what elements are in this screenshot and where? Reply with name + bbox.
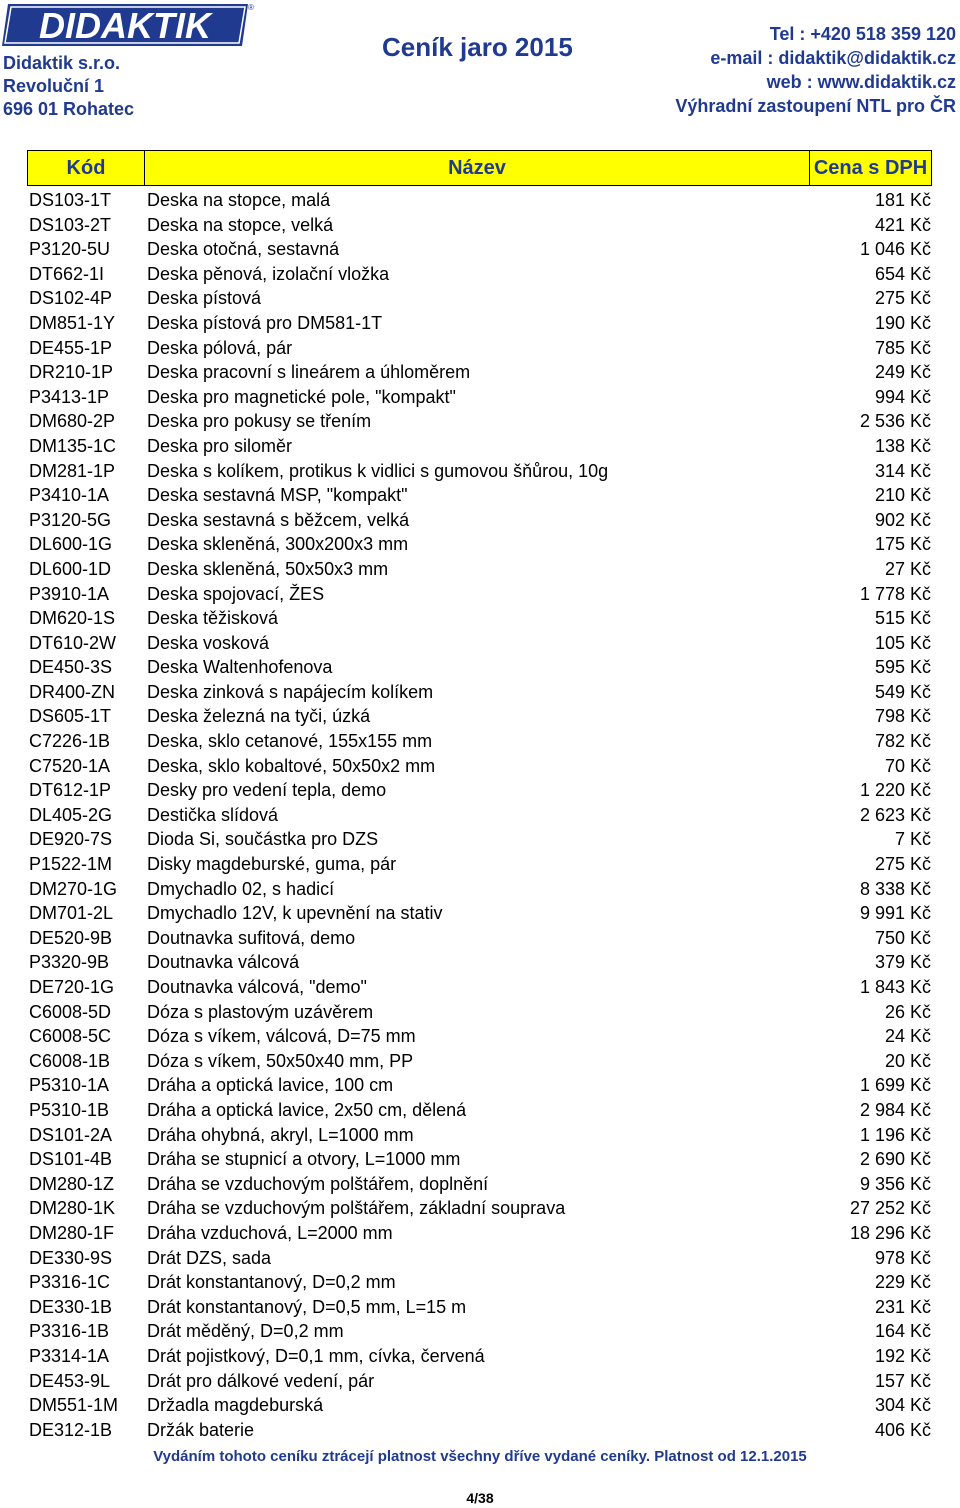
cell-code: DS101-4B [29,1149,113,1170]
cell-name: Deska Waltenhofenova [147,657,333,678]
table-row [0,1246,960,1271]
cell-code: P3314-1A [29,1345,110,1366]
table-row [0,188,960,213]
column-header-code: Kód [28,151,145,185]
cell-name: Deska těžisková [147,608,279,629]
cell-code: P3910-1A [29,583,110,604]
cell-code: DR400-ZN [29,681,116,702]
contact-email: e-mail : didaktik@didaktik.cz [710,48,956,68]
cell-code: DM280-1F [29,1222,115,1243]
table-row [0,237,960,262]
cell-name: Deska vosková [147,632,270,653]
cell-code: DT662-1I [29,263,105,284]
cell-code: DE312-1B [29,1419,113,1440]
cell-price: 70 Kč [884,755,931,776]
cell-price: 175 Kč [874,534,931,555]
cell-name: Deska pracovní s lineárem a úhloměrem [147,362,471,383]
company-street: Revoluční 1 [3,76,105,96]
cell-code: DS101-2A [29,1124,113,1145]
cell-name: Doutnavka válcová, "demo" [147,977,367,997]
cell-price: 9 991 Kč [859,903,931,924]
cell-price: 406 Kč [874,1419,931,1440]
table-row [0,311,960,336]
table-row [0,852,960,877]
cell-code: DE330-1B [29,1296,113,1317]
table-row [0,778,960,803]
cell-price: 26 Kč [884,1001,931,1022]
cell-name: Drát konstantanový, D=0,5 mm, L=15 m [147,1296,467,1317]
table-row [0,926,960,951]
table-row [0,631,960,656]
cell-name: Dráha se stupnicí a otvory, L=1000 mm [147,1149,461,1170]
cell-name: Destička slídová [147,804,279,825]
table-row [0,1024,960,1049]
table-row [0,704,960,729]
cell-price: 210 Kč [874,485,931,506]
cell-code: DM620-1S [29,608,116,629]
cell-price: 782 Kč [874,731,931,752]
table-row [0,385,960,410]
cell-code: P5310-1A [29,1075,110,1096]
cell-name: Držadla magdeburská [147,1395,324,1416]
cell-code: DS103-1T [29,190,112,210]
cell-code: DM551-1M [29,1395,119,1416]
cell-code: DR210-1P [29,362,114,383]
cell-name: Držák baterie [147,1419,255,1440]
company-address [3,52,134,121]
table-header [27,150,932,186]
cell-name: Dóza s víkem, válcová, D=75 mm [147,1026,416,1047]
cell-code: DM280-1K [29,1198,116,1219]
table-row [0,901,960,926]
table-row [0,1344,960,1369]
cell-name: Dmychadlo 02, s hadicí [147,878,335,899]
cell-name: Deska sestavná MSP, "kompakt" [147,485,408,506]
table-row [0,336,960,361]
cell-price: 138 Kč [874,435,931,456]
cell-name: Deska pístová pro DM581-1T [147,312,383,333]
cell-name: Deska sestavná s běžcem, velká [147,509,410,530]
cell-name: Drát pojistkový, D=0,1 mm, cívka, červená [147,1345,485,1366]
cell-name: Dráha se vzduchovým polštářem, doplnění [147,1173,489,1194]
cell-code: P5310-1B [29,1099,110,1120]
table-row [0,1049,960,1074]
table-row [0,213,960,238]
cell-price: 798 Kč [874,706,931,727]
cell-price: 190 Kč [874,312,931,333]
table-row [0,975,960,1000]
table-row [0,1000,960,1025]
cell-name: Dóza s víkem, 50x50x40 mm, PP [147,1050,414,1071]
table-row [0,1393,960,1418]
cell-price: 9 356 Kč [859,1173,931,1194]
cell-code: DE520-9B [29,927,113,948]
cell-code: DS102-4P [29,288,113,309]
cell-price: 192 Kč [874,1345,931,1366]
cell-name: Drát měděný, D=0,2 mm [147,1321,344,1342]
cell-code: P3316-1C [29,1272,111,1293]
cell-price: 24 Kč [884,1026,931,1047]
cell-code: DT612-1P [29,780,112,801]
cell-price: 2 623 Kč [859,804,931,825]
table-row [0,1369,960,1394]
table-row [0,409,960,434]
cell-code: P1522-1M [29,854,113,875]
table-row [0,1319,960,1344]
cell-name: Deska, sklo kobaltové, 50x50x2 mm [147,755,436,776]
cell-price: 2 690 Kč [859,1149,931,1170]
cell-code: DM281-1P [29,460,116,481]
price-table-body [0,188,960,1442]
cell-price: 515 Kč [874,608,931,629]
cell-price: 304 Kč [874,1395,931,1416]
cell-name: Deska pro magnetické pole, "kompakt" [147,386,456,407]
cell-code: DL600-1D [29,558,112,579]
validity-notice: Vydáním tohoto ceníku ztrácejí platnost všechny dříve vydané ceníky. Platnost od 12.1.2015 [153,1448,807,1465]
cell-price: 379 Kč [874,952,931,973]
cell-name: Disky magdeburské, guma, pár [147,854,397,875]
column-header-name: Název [145,151,810,185]
cell-name: Dráha a optická lavice, 2x50 cm, dělená [147,1099,467,1120]
table-row [0,557,960,582]
table-row [0,950,960,975]
cell-price: 1 046 Kč [859,239,931,260]
company-city: 696 01 Rohatec [3,99,135,119]
cell-price: 157 Kč [874,1370,931,1391]
contact-web: web : www.didaktik.cz [766,72,956,92]
cell-name: Deska otočná, sestavná [147,239,340,260]
cell-price: 164 Kč [874,1321,931,1342]
table-row [0,1295,960,1320]
cell-price: 1 196 Kč [859,1124,931,1145]
cell-price: 231 Kč [874,1296,931,1317]
cell-code: DE453-9L [29,1370,111,1391]
cell-name: Doutnavka sufitová, demo [147,927,356,948]
cell-code: P3120-5G [29,509,112,530]
cell-name: Deska spojovací, ŽES [147,583,325,604]
cell-code: DT610-2W [29,632,117,653]
cell-name: Dmychadlo 12V, k upevnění na stativ [147,903,443,924]
cell-price: 1 220 Kč [859,780,931,801]
table-row [0,1418,960,1443]
cell-code: DM701-2L [29,903,114,924]
cell-price: 2 536 Kč [859,411,931,432]
cell-code: DE720-1G [29,977,115,997]
table-row [0,582,960,607]
cell-price: 750 Kč [874,927,931,948]
table-row [0,1123,960,1148]
cell-price: 1 699 Kč [859,1075,931,1096]
cell-code: DL405-2G [29,804,113,825]
cell-code: P3410-1A [29,485,110,506]
cell-name: Deska pólová, pár [147,337,293,358]
cell-name: Deska pro pokusy se třením [147,411,372,432]
cell-price: 654 Kč [874,263,931,284]
cell-code: C7226-1B [29,731,111,752]
cell-code: DM680-2P [29,411,116,432]
cell-price: 105 Kč [874,632,931,653]
table-row [0,1098,960,1123]
cell-name: Deska pístová [147,288,262,309]
cell-name: Deska na stopce, velká [147,214,334,235]
cell-code: DE920-7S [29,829,113,850]
table-row [0,459,960,484]
table-row [0,262,960,287]
cell-code: C7520-1A [29,755,111,776]
table-row [0,655,960,680]
cell-code: DM270-1G [29,878,118,899]
cell-code: DS605-1T [29,706,112,727]
column-header-price: Cena s DPH [813,156,928,179]
cell-name: Deska skleněná, 300x200x3 mm [147,534,409,555]
table-row [0,360,960,385]
cell-name: Dóza s plastovým uzávěrem [147,1001,374,1022]
cell-code: DE455-1P [29,337,113,358]
cell-code: DM135-1C [29,435,117,456]
table-row [0,1147,960,1172]
table-row [0,754,960,779]
cell-name: Dráha a optická lavice, 100 cm [147,1075,394,1096]
cell-price: 549 Kč [874,681,931,702]
cell-price: 994 Kč [874,386,931,407]
cell-name: Desky pro vedení tepla, demo [147,780,387,801]
table-row [0,434,960,459]
cell-price: 314 Kč [874,460,931,481]
cell-price: 902 Kč [874,509,931,530]
cell-code: DL600-1G [29,534,113,555]
contact-representation: Výhradní zastoupení NTL pro ČR [675,96,956,116]
cell-price: 978 Kč [874,1247,931,1268]
cell-name: Dioda Si, součástka pro DZS [147,829,379,850]
cell-code: P3320-9B [29,952,110,973]
cell-name: Deska pro siloměr [147,435,293,456]
cell-price: 595 Kč [874,657,931,678]
table-row [0,286,960,311]
cell-name: Deska skleněná, 50x50x3 mm [147,558,389,579]
cell-name: Deska pěnová, izolační vložka [147,263,390,284]
cell-code: DE330-9S [29,1247,113,1268]
cell-price: 421 Kč [874,214,931,235]
cell-price: 20 Kč [884,1050,931,1071]
table-row [0,680,960,705]
cell-code: P3413-1P [29,386,110,407]
table-row [0,1270,960,1295]
cell-code: DE450-3S [29,657,113,678]
cell-code: DS103-2T [29,214,112,235]
table-row [0,729,960,754]
logo-wordmark: DIDAKTIK [39,5,211,46]
cell-name: Drát DZS, sada [147,1247,272,1268]
cell-name: Deska s kolíkem, protikus k vidlici s gumovou šňůrou, 10g [147,460,609,481]
table-row [0,483,960,508]
cell-price: 18 296 Kč [849,1222,931,1243]
cell-price: 229 Kč [874,1272,931,1293]
contact-phone: Tel : +420 518 359 120 [769,24,956,44]
cell-price: 7 Kč [894,829,931,850]
cell-price: 785 Kč [874,337,931,358]
cell-code: P3316-1B [29,1321,110,1342]
table-row [0,508,960,533]
table-row [0,1221,960,1246]
cell-name: Deska zinková s napájecím kolíkem [147,681,434,702]
cell-code: C6008-1B [29,1050,111,1071]
cell-name: Deska na stopce, malá [147,190,331,210]
cell-price: 2 984 Kč [859,1099,931,1120]
cell-name: Drát pro dálkové vedení, pár [147,1370,375,1391]
cell-price: 8 338 Kč [859,878,931,899]
cell-code: C6008-5C [29,1026,112,1047]
cell-name: Deska železná na tyči, úzká [147,706,371,727]
cell-name: Drát konstantanový, D=0,2 mm [147,1272,396,1293]
cell-price: 1 778 Kč [859,583,931,604]
cell-price: 275 Kč [874,854,931,875]
cell-name: Doutnavka válcová [147,952,300,973]
cell-price: 27 252 Kč [849,1198,931,1219]
table-row [0,606,960,631]
cell-price: 275 Kč [874,288,931,309]
table-row [0,532,960,557]
table-row [0,803,960,828]
company-name: Didaktik s.r.o. [3,53,121,73]
table-row [0,1172,960,1197]
table-row [0,1196,960,1221]
cell-code: C6008-5D [29,1001,112,1022]
cell-price: 181 Kč [874,190,931,210]
cell-name: Dráha ohybná, akryl, L=1000 mm [147,1124,414,1145]
svg-text:®: ® [248,3,254,12]
cell-price: 249 Kč [874,362,931,383]
table-row [0,827,960,852]
pricelist-title: Ceník jaro 2015 [382,32,573,62]
cell-price: 1 843 Kč [859,977,931,997]
cell-price: 27 Kč [884,558,931,579]
table-row [0,877,960,902]
cell-code: DM851-1Y [29,312,116,333]
contact-block [675,22,956,118]
cell-name: Deska, sklo cetanové, 155x155 mm [147,731,433,752]
didaktik-logo [2,0,252,52]
page-number: 4/38 [466,1490,494,1506]
cell-code: P3120-5U [29,239,111,260]
cell-name: Dráha se vzduchovým polštářem, základní souprava [147,1198,566,1219]
cell-code: DM280-1Z [29,1173,115,1194]
cell-name: Dráha vzduchová, L=2000 mm [147,1222,393,1243]
table-row [0,1073,960,1098]
